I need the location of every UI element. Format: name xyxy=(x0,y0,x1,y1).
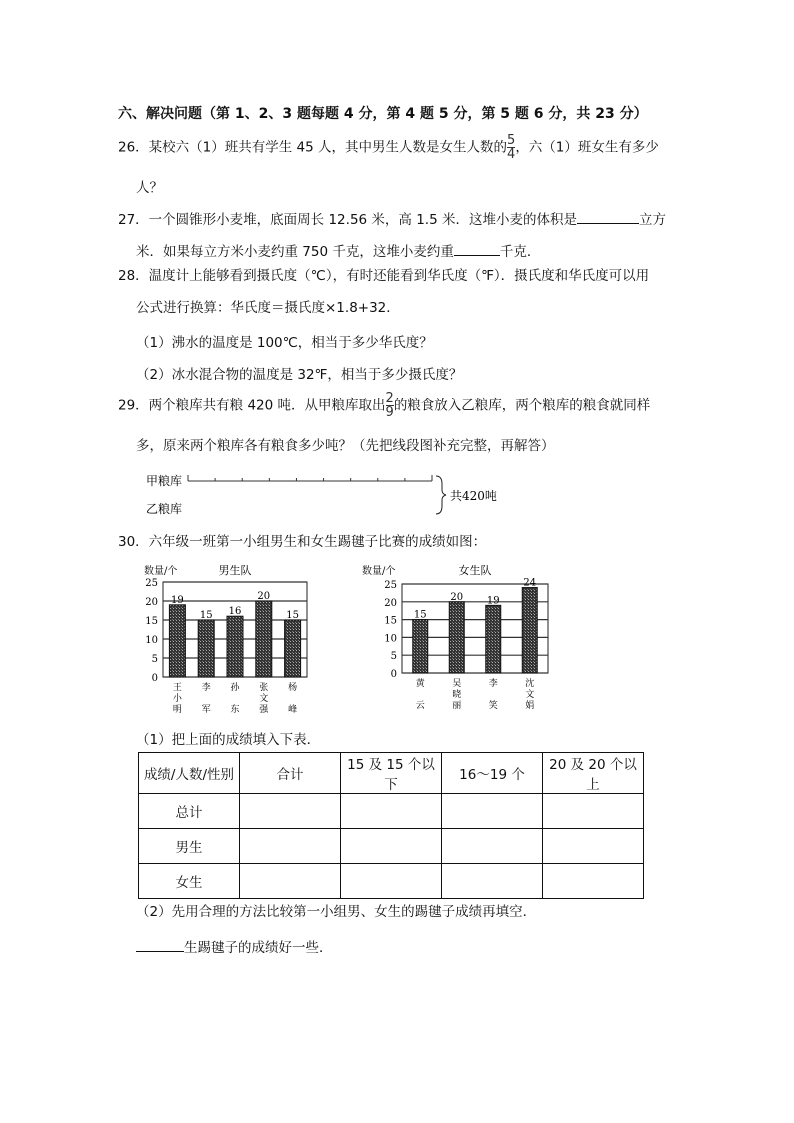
data-label: 24 xyxy=(523,577,537,589)
y-tick-label: 10 xyxy=(145,635,158,646)
q27-text: 27．一个圆锥形小麦堆，底面周长 12.56 米，高 1.5 米．这堆小麦的体积是 xyxy=(118,212,577,228)
data-label: 19 xyxy=(486,595,500,607)
answer-cell[interactable] xyxy=(341,794,442,829)
x-tick-label xyxy=(173,682,183,715)
table-row xyxy=(139,794,644,829)
answer-cell[interactable] xyxy=(341,829,442,864)
bar xyxy=(256,601,272,677)
svg-text:张: 张 xyxy=(259,683,269,693)
q28-sub-1: （1）沸水的温度是 100℃，相当于多少华氏度？ xyxy=(136,335,433,351)
svg-text:沈: 沈 xyxy=(525,679,535,689)
svg-text:杨: 杨 xyxy=(288,683,298,693)
x-tick-label xyxy=(525,677,534,711)
q27-text-4: 千克． xyxy=(499,244,541,260)
svg-text:笑: 笑 xyxy=(488,701,498,711)
answer-cell[interactable] xyxy=(442,864,543,899)
bar xyxy=(285,620,301,677)
x-tick-label xyxy=(489,677,498,711)
answer-cell[interactable] xyxy=(442,794,543,829)
answer-cell[interactable] xyxy=(543,794,644,829)
answer-blank[interactable] xyxy=(577,211,639,224)
header-cell: 20 及 20 个以上 xyxy=(543,753,644,794)
y-tick-label: 20 xyxy=(145,597,158,608)
y-tick-label: 15 xyxy=(145,616,158,627)
numerator: 5 xyxy=(507,133,516,148)
answer-blank[interactable] xyxy=(136,939,184,952)
row-label: 女生 xyxy=(139,864,240,899)
q29-text-2: 的粮食放入乙粮库，两个粮库的粮食就同样 xyxy=(393,397,651,414)
bar xyxy=(413,620,428,673)
header-cell: 成绩/人数/性别 xyxy=(139,753,240,794)
header-cell: 15 及 15 个以下 xyxy=(341,753,442,794)
q29-text-3: 多，原来两个粮库各有粮食多少吨？（先把线段图补充完整，再解答） xyxy=(136,438,555,454)
svg-text:晓: 晓 xyxy=(452,690,462,700)
y-tick-label: 5 xyxy=(390,651,397,663)
y-tick-label: 0 xyxy=(390,669,397,680)
segment-a xyxy=(188,475,432,481)
q30-blank-line xyxy=(136,936,333,956)
y-tick-label: 5 xyxy=(151,654,158,665)
header-cell: 16～19 个 xyxy=(442,753,543,794)
total-label: 共420吨 xyxy=(450,489,497,503)
q30-sub-2: （2）先用合理的方法比较第一小组男、女生的踢毽子成绩再填空． xyxy=(136,904,537,920)
q27-text-3: 米．如果每立方米小麦约重 750 千克，这堆小麦约重 xyxy=(136,244,454,260)
q28-text: 28．温度计上能够看到摄氏度（℃），有时还能看到华氏度（℉）．摄氏度和华氏度可以用 xyxy=(118,268,650,284)
svg-text:丽: 丽 xyxy=(452,701,462,711)
q28-sub-2: （2）冰水混合物的温度是 32℉，相当于多少摄氏度？ xyxy=(136,367,463,383)
x-tick-label xyxy=(202,681,211,715)
chart-boys xyxy=(140,560,330,720)
data-label: 20 xyxy=(257,591,271,602)
q30-text: 30．六年级一班第一小组男生和女生踢毽子比赛的成绩如图： xyxy=(118,534,487,550)
svg-text:强: 强 xyxy=(259,705,269,715)
data-label: 15 xyxy=(413,609,427,621)
denominator: 4 xyxy=(507,147,516,162)
q27-line-2 xyxy=(136,240,540,260)
q27-text-2: 立方 xyxy=(638,212,666,228)
line-segment-diagram xyxy=(130,460,510,530)
question-26 xyxy=(118,134,659,161)
bar xyxy=(486,605,501,673)
x-tick-label xyxy=(452,678,461,711)
x-tick-label xyxy=(416,677,426,711)
y-axis-label: 数量/个 xyxy=(362,566,396,577)
question-29 xyxy=(118,392,650,419)
question-27 xyxy=(118,208,666,228)
q26-text-3: 人？ xyxy=(136,180,163,196)
data-label: 15 xyxy=(286,610,299,621)
y-axis-label: 数量/个 xyxy=(144,566,178,577)
bar xyxy=(198,620,214,677)
row-label: 总计 xyxy=(139,794,240,829)
svg-text:文: 文 xyxy=(259,694,269,704)
data-label: 20 xyxy=(450,591,464,603)
svg-text:吴: 吴 xyxy=(452,679,462,689)
label-b: 乙粮库 xyxy=(146,502,183,516)
svg-text:黄: 黄 xyxy=(415,679,425,689)
svg-text:云: 云 xyxy=(415,701,425,711)
y-tick-label: 25 xyxy=(145,578,158,589)
answer-cell[interactable] xyxy=(240,794,341,829)
data-label: 19 xyxy=(171,594,184,606)
q26-text: 26．某校六（1）班共有学生 45 人，其中男生人数是女生人数的 xyxy=(118,139,508,156)
x-tick-label xyxy=(288,681,297,715)
svg-text:明: 明 xyxy=(172,705,182,715)
y-tick-label: 25 xyxy=(384,580,397,591)
svg-text:东: 东 xyxy=(230,705,240,715)
brace xyxy=(436,476,446,514)
answer-cell[interactable] xyxy=(240,864,341,899)
svg-text:李: 李 xyxy=(488,679,498,689)
answer-cell[interactable] xyxy=(341,864,442,899)
y-tick-label: 0 xyxy=(151,673,158,684)
header-cell: 合计 xyxy=(240,753,341,794)
q30-blank-text: 生踢毽子的成绩好一些． xyxy=(184,940,333,956)
bar xyxy=(227,616,243,677)
section-title: 六、解决问题（第 1、2、3 题每题 4 分，第 4 题 5 分，第 5 题 6 分，共 23 分） xyxy=(118,106,648,122)
answer-cell[interactable] xyxy=(240,829,341,864)
y-tick-label: 10 xyxy=(384,633,397,645)
score-table xyxy=(138,752,644,899)
q28-text-2: 公式进行换算：华氏度＝摄氏度×1.8+32． xyxy=(136,300,400,316)
answer-cell[interactable] xyxy=(442,829,543,864)
svg-text:小: 小 xyxy=(172,694,182,704)
answer-blank[interactable] xyxy=(454,243,500,256)
q26-text-2: ，六（1）班女生有多少 xyxy=(515,139,659,156)
numerator: 2 xyxy=(385,391,394,406)
y-tick-label: 20 xyxy=(384,597,397,609)
table-header-row xyxy=(139,753,644,794)
chart-title: 男生队 xyxy=(218,564,252,577)
svg-text:峰: 峰 xyxy=(288,705,298,715)
chart-girls xyxy=(360,560,560,720)
svg-text:孙: 孙 xyxy=(230,683,240,693)
q29-text: 29．两个粮库共有粮 420 吨．从甲粮库取出 xyxy=(118,397,386,414)
bar xyxy=(449,602,464,673)
row-label: 男生 xyxy=(139,829,240,864)
denominator: 9 xyxy=(385,405,394,420)
svg-text:李: 李 xyxy=(201,683,211,693)
label-a: 甲粮库 xyxy=(146,474,183,488)
bar xyxy=(169,605,185,677)
chart-title: 女生队 xyxy=(458,564,492,577)
bar xyxy=(522,588,537,673)
data-label: 15 xyxy=(199,610,213,621)
svg-text:王: 王 xyxy=(172,683,182,693)
answer-cell[interactable] xyxy=(543,829,644,864)
svg-text:文: 文 xyxy=(525,690,535,700)
table-row xyxy=(139,864,644,899)
y-tick-label: 15 xyxy=(384,615,397,627)
q30-sub-1: （1）把上面的成绩填入下表． xyxy=(136,732,321,748)
table-row xyxy=(139,829,644,864)
svg-text:娟: 娟 xyxy=(525,701,535,711)
answer-cell[interactable] xyxy=(543,864,644,899)
data-label: 16 xyxy=(228,606,242,618)
x-tick-label xyxy=(230,681,240,715)
x-tick-label xyxy=(259,682,269,715)
svg-text:军: 军 xyxy=(201,705,211,715)
fraction xyxy=(386,392,394,419)
